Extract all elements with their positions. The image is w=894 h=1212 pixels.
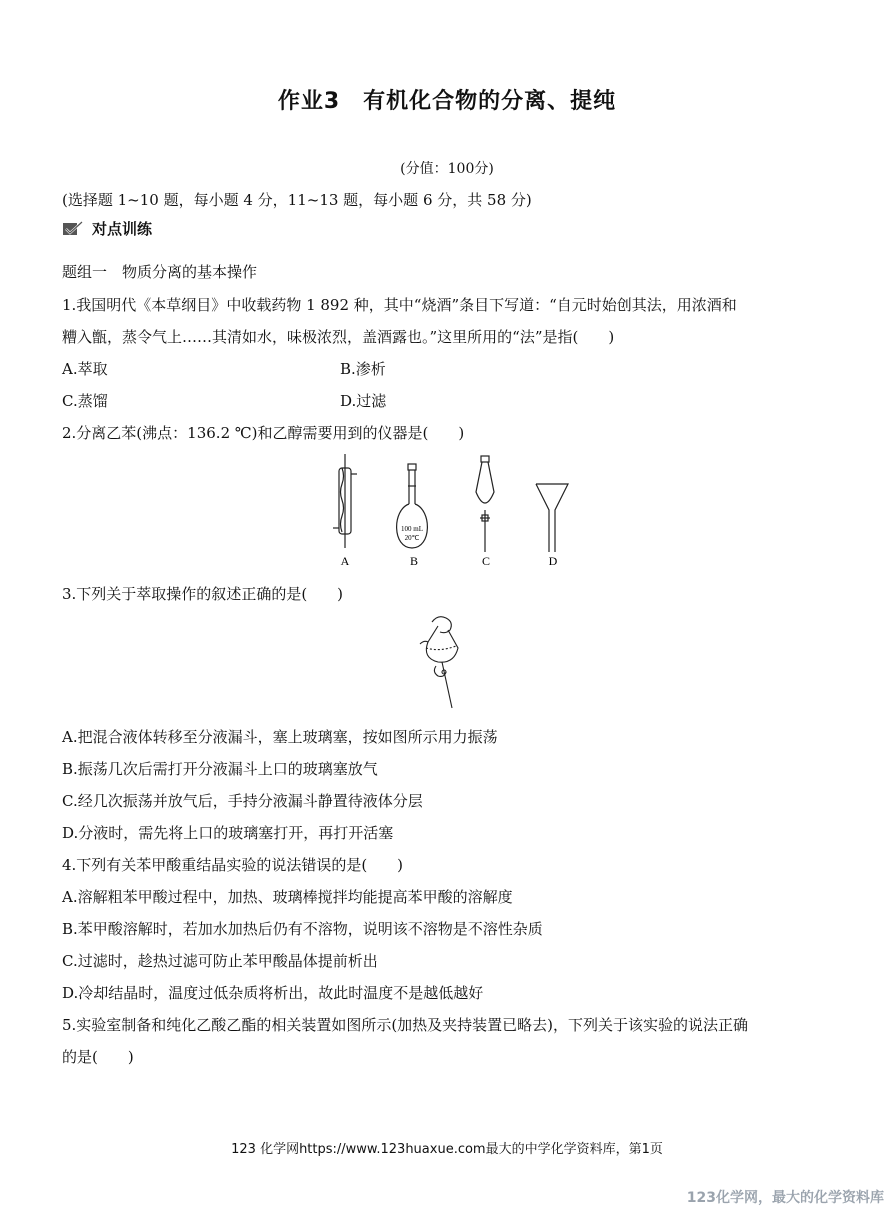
q3-option-c: C.经几次振荡并放气后，手持分液漏斗静置待液体分层 [62, 792, 423, 810]
label-a: A [340, 554, 350, 568]
group-title: 题组一 物质分离的基本操作 [62, 263, 258, 281]
page-footer: 123 化学网https://www.123huaxue.com最大的中学化学资料库，第1页 [231, 1142, 663, 1157]
q2-apparatus-figure [320, 452, 590, 570]
label-d: D [548, 554, 558, 568]
q3-option-a: A.把混合液体转移至分液漏斗，塞上玻璃塞，按如图所示用力振荡 [62, 728, 498, 746]
section-header [62, 218, 152, 239]
instructions: (选择题 1~10 题，每小题 4 分，11~13 题，每小题 6 分，共 58 分) [62, 191, 532, 209]
check-box-icon [62, 221, 84, 237]
flask-temp-text: 20℃ [404, 534, 420, 542]
label-c: C [481, 554, 491, 568]
q2-stem: 2.分离乙苯(沸点：136.2 ℃)和乙醇需要用到的仪器是( ) [62, 424, 465, 442]
q1-line2: 糟入甑，蒸令气上……其清如水，味极浓烈，盖酒露也。”这里所用的“法”是指( ) [62, 328, 615, 346]
q3-stem: 3.下列关于萃取操作的叙述正确的是( ) [62, 585, 344, 603]
funnel-icon [536, 484, 568, 552]
q4-stem: 4.下列有关苯甲酸重结晶实验的说法错误的是( ) [62, 856, 404, 874]
label-b: B [409, 554, 419, 568]
shaking-funnel-figure [418, 612, 476, 712]
hand-funnel-icon [420, 617, 458, 708]
q4-option-a: A.溶解粗苯甲酸过程中，加热、玻璃棒搅拌均能提高苯甲酸的溶解度 [62, 888, 513, 906]
score-note: (分值：100分) [400, 161, 494, 177]
q4-option-c: C.过滤时，趁热过滤可防止苯甲酸晶体提前析出 [62, 952, 378, 970]
q1-option-c: C.蒸馏 [62, 392, 108, 410]
q5-line2: 的是( ) [62, 1048, 134, 1066]
q1-option-a: A.萃取 [62, 360, 108, 378]
watermark: 123化学网，最大的化学资料库 [686, 1190, 884, 1206]
section-label: 对点训练 [92, 220, 153, 238]
flask-capacity-text: 100 mL [401, 525, 423, 533]
q1-line1: 1.我国明代《本草纲目》中收载药物 1 892 种，其中“烧酒”条目下写道：“自元时始创其法，用浓酒和 [62, 296, 737, 314]
q5-line1: 5.实验室制备和纯化乙酸乙酯的相关装置如图所示(加热及夹持装置已略去)，下列关于该实验的说法正确 [62, 1016, 749, 1034]
q4-option-d: D.冷却结晶时，温度过低杂质将析出，故此时温度不是越低越好 [62, 984, 484, 1002]
page-title: 作业3 有机化合物的分离、提纯 [277, 89, 617, 114]
condenser-icon [333, 454, 357, 548]
q3-option-d: D.分液时，需先将上口的玻璃塞打开，再打开活塞 [62, 824, 394, 842]
q4-option-b: B.苯甲酸溶解时，若加水加热后仍有不溶物，说明该不溶物是不溶性杂质 [62, 920, 543, 938]
separatory-funnel-icon [476, 456, 494, 552]
q3-option-b: B.振荡几次后需打开分液漏斗上口的玻璃塞放气 [62, 760, 378, 778]
q1-option-d: D.过滤 [340, 392, 387, 410]
q1-option-b: B.渗析 [340, 360, 386, 378]
